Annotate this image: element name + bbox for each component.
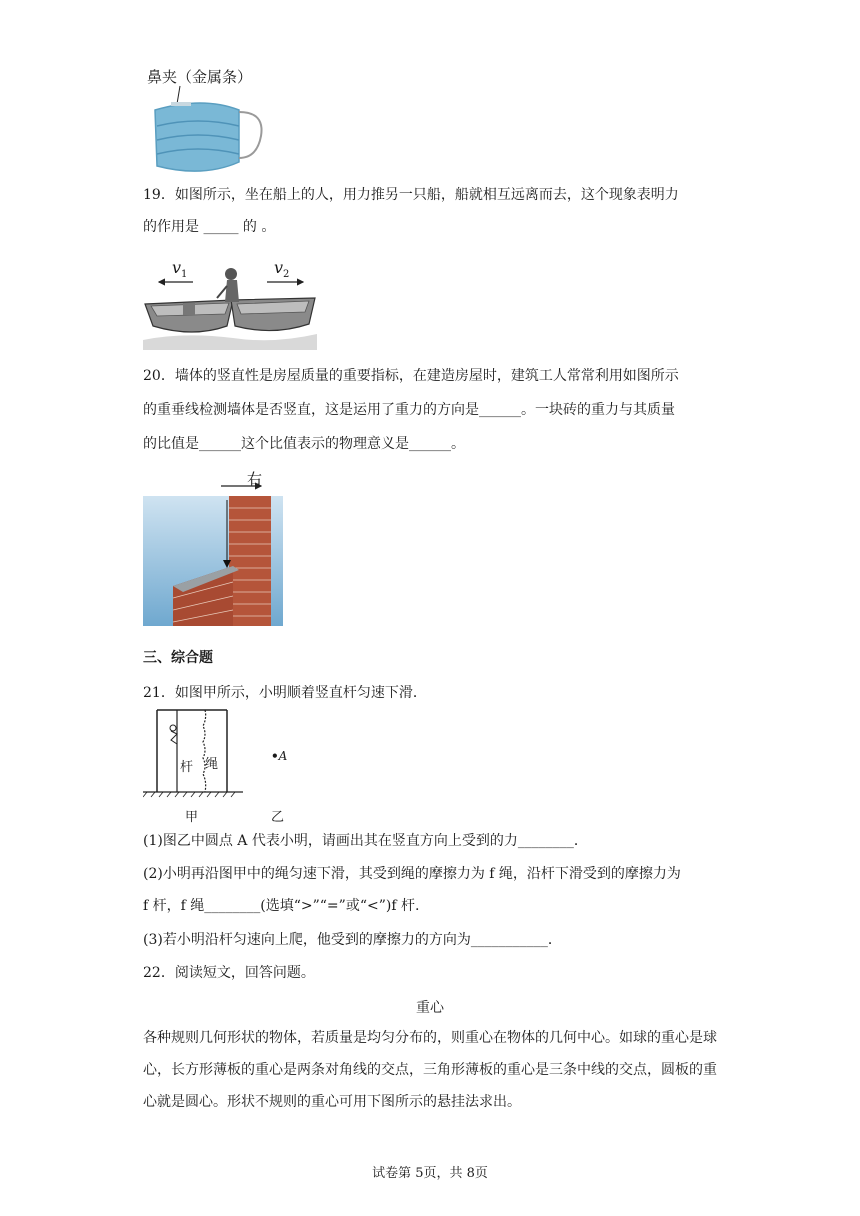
q22-article-title: 重心 xyxy=(416,1000,444,1016)
q21-intro: 21．如图甲所示，小明顺着竖直杆匀速下滑． xyxy=(143,685,427,701)
mask-figure-label: 鼻夹（金属条） xyxy=(147,68,253,86)
right-direction-label: 右 xyxy=(247,470,263,488)
q22-article-body: 各种规则几何形状的物体，若质量是均匀分布的，则重心在物体的几何中心。如球的重心是球心，长方形薄板的重心是两条对角线的交点，三角形薄板的重心是三条中线的交点，圆板的重心就是圆心。形状不规则的重心可用下图所示的悬挂法求出。 xyxy=(143,1030,717,1110)
v1-label: $v_1$ xyxy=(172,258,188,281)
rope-label: 绳 xyxy=(205,757,219,772)
mask-figure xyxy=(143,82,268,174)
q20-line1: 20．墙体的竖直性是房屋质量的重要指标，在建造房屋时，建筑工人常常利用如图所示 xyxy=(143,368,679,384)
section-title: 三、综合题 xyxy=(143,650,213,666)
q20-line3: 的比值是______这个比值表示的物理意义是______。 xyxy=(143,436,465,452)
v2-label: $v_2$ xyxy=(274,258,290,281)
boat-figure xyxy=(143,254,319,350)
figure-jia-label: 甲 xyxy=(185,810,199,825)
page-footer: 试卷第 5页，共 8页 xyxy=(372,1166,488,1181)
q19-line2: 的作用是 _____ 的 。 xyxy=(143,219,276,235)
q21-sub2-line1: (2)小明再沿图甲中的绳匀速下滑，其受到绳的摩擦力为 f 绳，沿杆下滑受到的摩擦力为 xyxy=(143,866,681,882)
figure-yi-label: 乙 xyxy=(271,810,285,825)
q19-line1: 19．如图所示，坐在船上的人，用力推另一只船，船就相互远离而去，这个现象表明力 xyxy=(143,187,679,203)
q22-intro: 22．阅读短文，回答问题。 xyxy=(143,965,315,981)
point-a: •A xyxy=(271,749,288,763)
q21-sub3: (3)若小明沿杆匀速向上爬，他受到的摩擦力的方向为___________． xyxy=(143,932,562,948)
q20-line2: 的重垂线检测墙体是否竖直，这是运用了重力的方向是______。一块砖的重力与其质量 xyxy=(143,402,675,418)
pole-label: 杆 xyxy=(180,760,194,775)
q21-sub2-line2: f 杆，f 绳________(选填“>”“=”或“<”)f 杆. xyxy=(143,898,420,914)
pole-rope-figure xyxy=(143,706,243,798)
plumb-line-figure xyxy=(143,466,283,626)
q21-sub1: (1)图乙中圆点 A 代表小明，请画出其在竖直方向上受到的力________． xyxy=(143,833,588,849)
